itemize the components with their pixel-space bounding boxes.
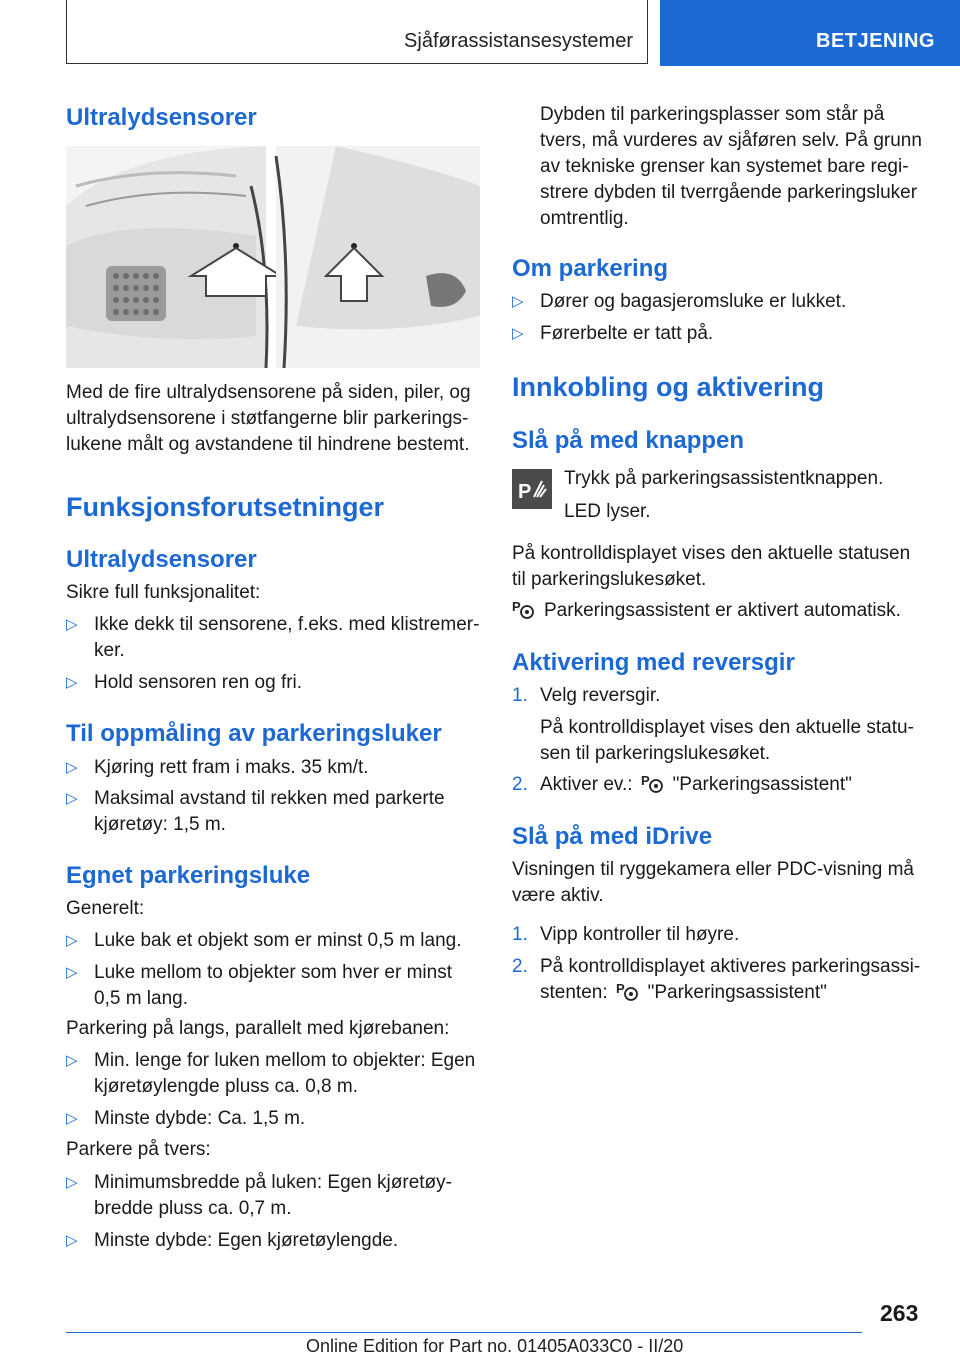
list-item: 1. Vipp kontroller til høyre. xyxy=(512,924,740,945)
bullet-triangle-icon: ▷ xyxy=(66,616,78,633)
list-item: ▷ Hold sensoren ren og fri. xyxy=(66,670,480,696)
heading-aktivering-reversgir: Aktivering med reversgir xyxy=(512,649,795,676)
paragraph-led: LED lyser. xyxy=(564,501,651,522)
list-item: ▷ Min. lenge for luken mellom to objekter: Egen kjøretøylengde pluss ca. 0,8 m. xyxy=(66,1050,476,1097)
parking-assist-icon xyxy=(641,772,665,794)
paragraph-dybden: Dybden til parkeringsplasser som står på tvers, må vurderes av sjåføren selv. På grunn av tekniske grenser kan systemet bare regi-strere dybden til tverrgående parkeringsluker omtrentlig. xyxy=(540,104,922,229)
heading-funksjonsforutsetninger: Funksjonsforutsetninger xyxy=(66,492,385,522)
footer-divider xyxy=(66,1332,862,1333)
svg-text:P: P xyxy=(512,599,521,614)
heading-om-parkering: Om parkering xyxy=(512,255,669,282)
heading-slaa-paa-idrive: Slå på med iDrive xyxy=(512,823,713,850)
bullet-triangle-icon: ▷ xyxy=(66,790,78,807)
svg-text:P: P xyxy=(615,981,625,996)
list-item: ▷ Minste dybde: Ca. 1,5 m. xyxy=(66,1106,480,1132)
parking-assistant-button-icon xyxy=(512,469,552,509)
list-item: ▷ Luke bak et objekt som er minst 0,5 m lang. xyxy=(66,928,480,954)
bullet-triangle-icon: ▷ xyxy=(512,293,524,310)
bullet-triangle-icon: ▷ xyxy=(66,932,78,949)
paragraph-kontrolldisplay: På kontrolldisplayet vises den aktuelle statusen til parkeringslukesøket. xyxy=(512,543,911,590)
paragraph-langs: Parkering på langs, parallelt med kjørebanen: xyxy=(66,1018,450,1039)
heading-ultralydsensorer-2: Ultralydsensorer xyxy=(66,546,257,573)
list-item: ▷ Minste dybde: Egen kjøretøylengde. xyxy=(66,1228,480,1254)
sensor-illustration xyxy=(66,146,480,368)
list-item: 2. Aktiver ev.: P "Parkeringsassistent" xyxy=(512,773,852,795)
list-item: ▷ Minimumsbredde på luken: Egen kjøretøy-bredde pluss ca. 0,7 m. xyxy=(66,1172,452,1219)
header-section-box xyxy=(66,0,648,64)
header-chapter-title: BETJENING xyxy=(816,30,935,52)
paragraph-tvers: Parkere på tvers: xyxy=(66,1139,211,1160)
list-item: ▷ Luke mellom to objekter som hver er minst 0,5 m lang. xyxy=(66,962,452,1009)
paragraph-auto-active: P Parkeringsassistent er aktivert automatisk. xyxy=(512,599,901,621)
list-item: ▷ Dører og bagasjeromsluke er lukket. xyxy=(512,289,928,315)
bullet-triangle-icon: ▷ xyxy=(66,1110,78,1127)
car-sensor-image xyxy=(66,146,480,368)
bullet-triangle-icon: ▷ xyxy=(512,325,524,342)
paragraph-visning: Visningen til ryggekamera eller PDC-visning må være aktiv. xyxy=(512,859,914,906)
list-item: ▷ Kjøring rett fram i maks. 35 km/t. xyxy=(66,755,480,781)
bullet-triangle-icon: ▷ xyxy=(66,964,78,981)
paragraph-trykk: Trykk på parkeringsassistentknappen. xyxy=(564,468,884,489)
footer-edition: Online Edition for Part no. 01405A033C0 - II/20 xyxy=(306,1336,684,1356)
heading-til-oppmaling: Til oppmåling av parkeringsluker xyxy=(66,720,442,747)
bullet-triangle-icon: ▷ xyxy=(66,1174,78,1191)
page-number: 263 xyxy=(880,1300,919,1326)
bullet-triangle-icon: ▷ xyxy=(66,674,78,691)
bullet-triangle-icon: ▷ xyxy=(66,759,78,776)
list-item: ▷ Maksimal avstand til rekken med parkerte kjøretøy: 1,5 m. xyxy=(66,788,445,835)
list-item: ▷ Førerbelte er tatt på. xyxy=(512,321,928,347)
svg-text:P: P xyxy=(518,481,532,503)
paragraph-generelt: Generelt: xyxy=(66,898,145,919)
heading-innkobling: Innkobling og aktivering xyxy=(512,372,825,402)
list-item: 1. Velg reversgir. På kontrolldisplayet vises den aktuelle statu-sen til parkeringslukesøket. xyxy=(512,685,914,764)
paragraph-sikre: Sikre full funksjonalitet: xyxy=(66,582,261,603)
bullet-triangle-icon: ▷ xyxy=(66,1052,78,1069)
parking-assist-icon xyxy=(512,598,536,620)
heading-egnet-parkeringsluke: Egnet parkeringsluke xyxy=(66,862,311,889)
header-section-title: Sjåførassistansesystemer xyxy=(404,30,633,52)
heading-ultralydsensorer: Ultralydsensorer xyxy=(66,104,257,131)
header-chapter-tab xyxy=(660,0,960,66)
list-item: 2. På kontrolldisplayet aktiveres parkeringsassi-stenten: P "Parkeringsassistent" xyxy=(512,956,921,1003)
list-item: ▷ Ikke dekk til sensorene, f.eks. med klistremer-ker. xyxy=(66,614,480,661)
parking-assist-icon xyxy=(616,980,640,1002)
bullet-triangle-icon: ▷ xyxy=(66,1232,78,1249)
heading-slaa-paa-knappen: Slå på med knappen xyxy=(512,427,745,454)
svg-text:P: P xyxy=(640,773,650,788)
intro-paragraph: Med de fire ultralydsensorene på siden, piler, og ultralydsensorene i støtfangerne blir parkerings-lukene målt og avstandene til hindrene bestemt. xyxy=(66,382,471,455)
